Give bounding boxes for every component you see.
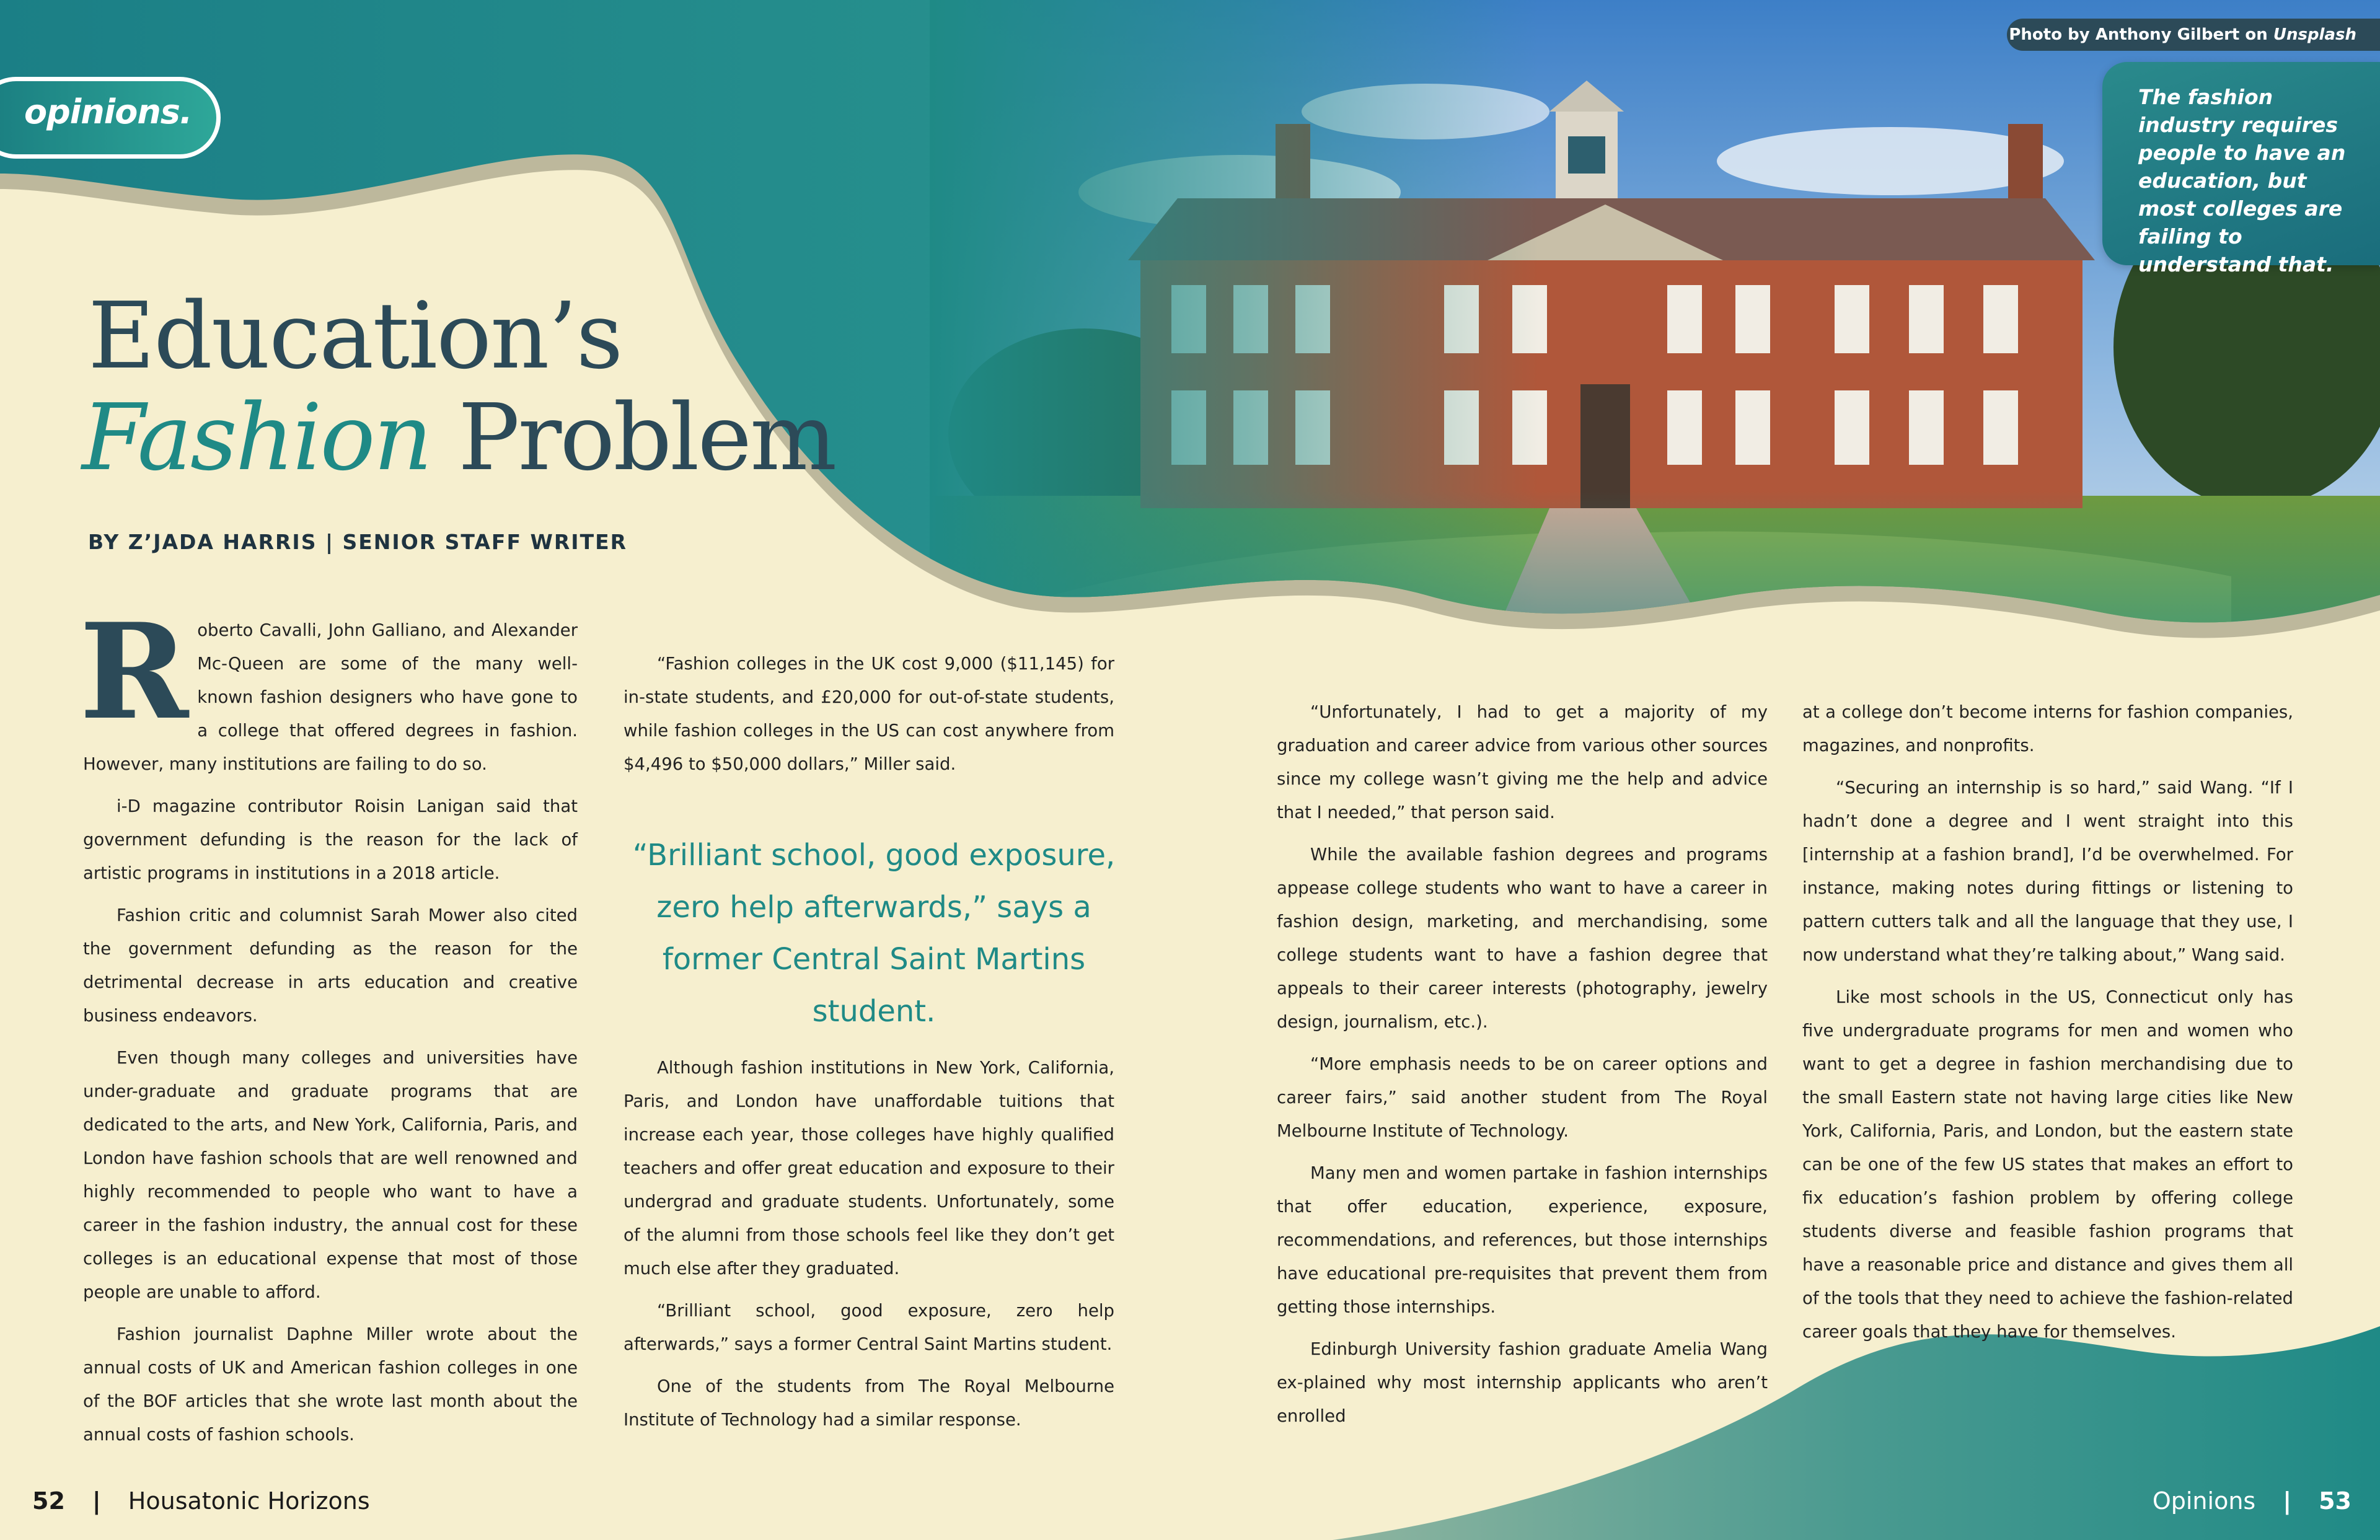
paragraph: Even though many colleges and universities have under-graduate and graduate programs that are dedicated to the arts, and New York, California, Paris, and London have fashion schools that are well renowned and highly recommended to people who want to have a career in the fashion industry, the annual cost for these colleges is an educational expense that most of those people are unable to afford. — [83, 1048, 578, 1302]
photo-credit-source: Unsplash — [2273, 25, 2356, 44]
footer-left — [32, 1487, 370, 1515]
headline-line-2 — [82, 384, 835, 491]
drop-cap: R — [79, 594, 189, 749]
callout-box — [2102, 62, 2380, 276]
headline-rest: Problem — [457, 384, 835, 491]
paragraph-text: oberto Cavalli, John Galliano, and Alexander Mc-Queen are some of the many well-known fashion designers who have gone to a college that offered degrees in fashion. However, many institutions are failing to do so. — [83, 620, 578, 774]
paragraph: “Unfortunately, I had to get a majority of my graduation and career advice from various other sources since my college wasn’t giving me the help and advice that I needed,” that person said. — [1277, 702, 1768, 822]
footer-right — [2153, 1487, 2351, 1515]
paragraph: Like most schools in the US, Connecticut only has five undergraduate programs for men and women who want to get a degree in fashion merchandising due to the small Eastern state not having large cities like New York, California, Paris, and London, but the eastern state can be one of the few US states that makes an effort to fix education’s fashion problem by offering college students diverse and feasible fashion programs that have a reasonable price and distance and gives them all of the tools that they need to achieve the fashion-related career goals that they have for themselves. — [1802, 987, 2293, 1342]
article-column-2-top — [624, 647, 1114, 790]
article-column-2-bottom — [624, 1051, 1114, 1445]
photo-credit-prefix: Photo by Anthony Gilbert on — [2009, 25, 2268, 44]
paragraph: at a college don’t become interns for fashion companies, magazines, and nonprofits. — [1802, 702, 2293, 755]
paragraph: Many men and women partake in fashion internships that offer education, experience, exposure, recommendations, and references, but those internships have educational pre-requisites that prevent them from getting those internships. — [1277, 1163, 1768, 1317]
footer-separator: | — [92, 1487, 101, 1515]
callout-text: The fashion industry requires people to have an education, but most colleges are failing to understand that. — [2138, 85, 2346, 276]
headline-accent: Fashion — [82, 384, 431, 491]
paragraph: “Securing an internship is so hard,” said Wang. “If I hadn’t done a degree and I went straight into this [internship at a fashion brand], I’d be overwhelmed. For instance, making notes during fittings or listening to pattern cutters talk and all the language that they use, I now understand what they’re talking about,” Wang said. — [1802, 778, 2293, 965]
paragraph: Fashion journalist Daphne Miller wrote about the annual costs of UK and American fashion colleges in one of the BOF articles that she wrote last month about the annual costs of fashion schools. — [83, 1324, 578, 1445]
paragraph: One of the students from The Royal Melbourne Institute of Technology had a similar response. — [624, 1376, 1114, 1430]
page-number-left: 52 — [32, 1487, 65, 1515]
paragraph: “Brilliant school, good exposure, zero help afterwards,” says a former Central Saint Martins student. — [624, 1301, 1114, 1354]
byline: BY Z’JADA HARRIS | SENIOR STAFF WRITER — [88, 530, 628, 554]
paragraph: Edinburgh University fashion graduate Amelia Wang ex-plained why most internship applicants who aren’t enrolled — [1277, 1339, 1768, 1426]
paragraph: “More emphasis needs to be on career options and career fairs,” said another student from The Royal Melbourne Institute of Technology. — [1277, 1054, 1768, 1141]
article-column-3 — [1277, 695, 1768, 1441]
pull-quote: “Brilliant school, good exposure, zero help afterwards,” says a former Central Saint Martins student. — [632, 838, 1116, 1029]
paragraph: “Fashion colleges in the UK cost 9,000 ($11,145) for in-state students, and £20,000 for out-of-state students, while fashion colleges in the US can cost anywhere from $4,496 to $50,000 dollars,” Miller said. — [624, 654, 1114, 774]
footer-separator: | — [2283, 1487, 2292, 1515]
paragraph: Fashion critic and columnist Sarah Mower also cited the government defunding as the reason for the detrimental decrease in arts education and creative business endeavors. — [83, 905, 578, 1026]
publication-name: Housatonic Horizons — [128, 1487, 370, 1515]
paragraph: While the available fashion degrees and programs appease college students who want to have a career in fashion design, marketing, and merchandising, some college students want to have a fashion degree that appeals to their career interests (photography, jewelry design, journalism, etc.). — [1277, 845, 1768, 1032]
section-name: Opinions — [2152, 1487, 2256, 1515]
article-column-4 — [1802, 695, 2293, 1357]
section-tab — [0, 77, 221, 159]
headline-line-1: Education’s — [88, 283, 622, 389]
section-tab-label: opinions. — [24, 92, 192, 131]
page-number-right: 53 — [2319, 1487, 2351, 1515]
paragraph — [79, 594, 578, 781]
paragraph: Although fashion institutions in New York, California, Paris, and London have unaffordable tuitions that increase each year, those colleges have highly qualified teachers and offer great education and exposure to their undergrad and graduate students. Unfortunately, some of the alumni from those schools feel like they don’t get much else after they graduated. — [624, 1058, 1114, 1278]
article-column-1 — [79, 594, 578, 1460]
photo-credit — [2007, 19, 2380, 51]
paragraph: i-D magazine contributor Roisin Lanigan said that government defunding is the reason for the lack of artistic programs in institutions in a 2018 article. — [83, 796, 578, 883]
